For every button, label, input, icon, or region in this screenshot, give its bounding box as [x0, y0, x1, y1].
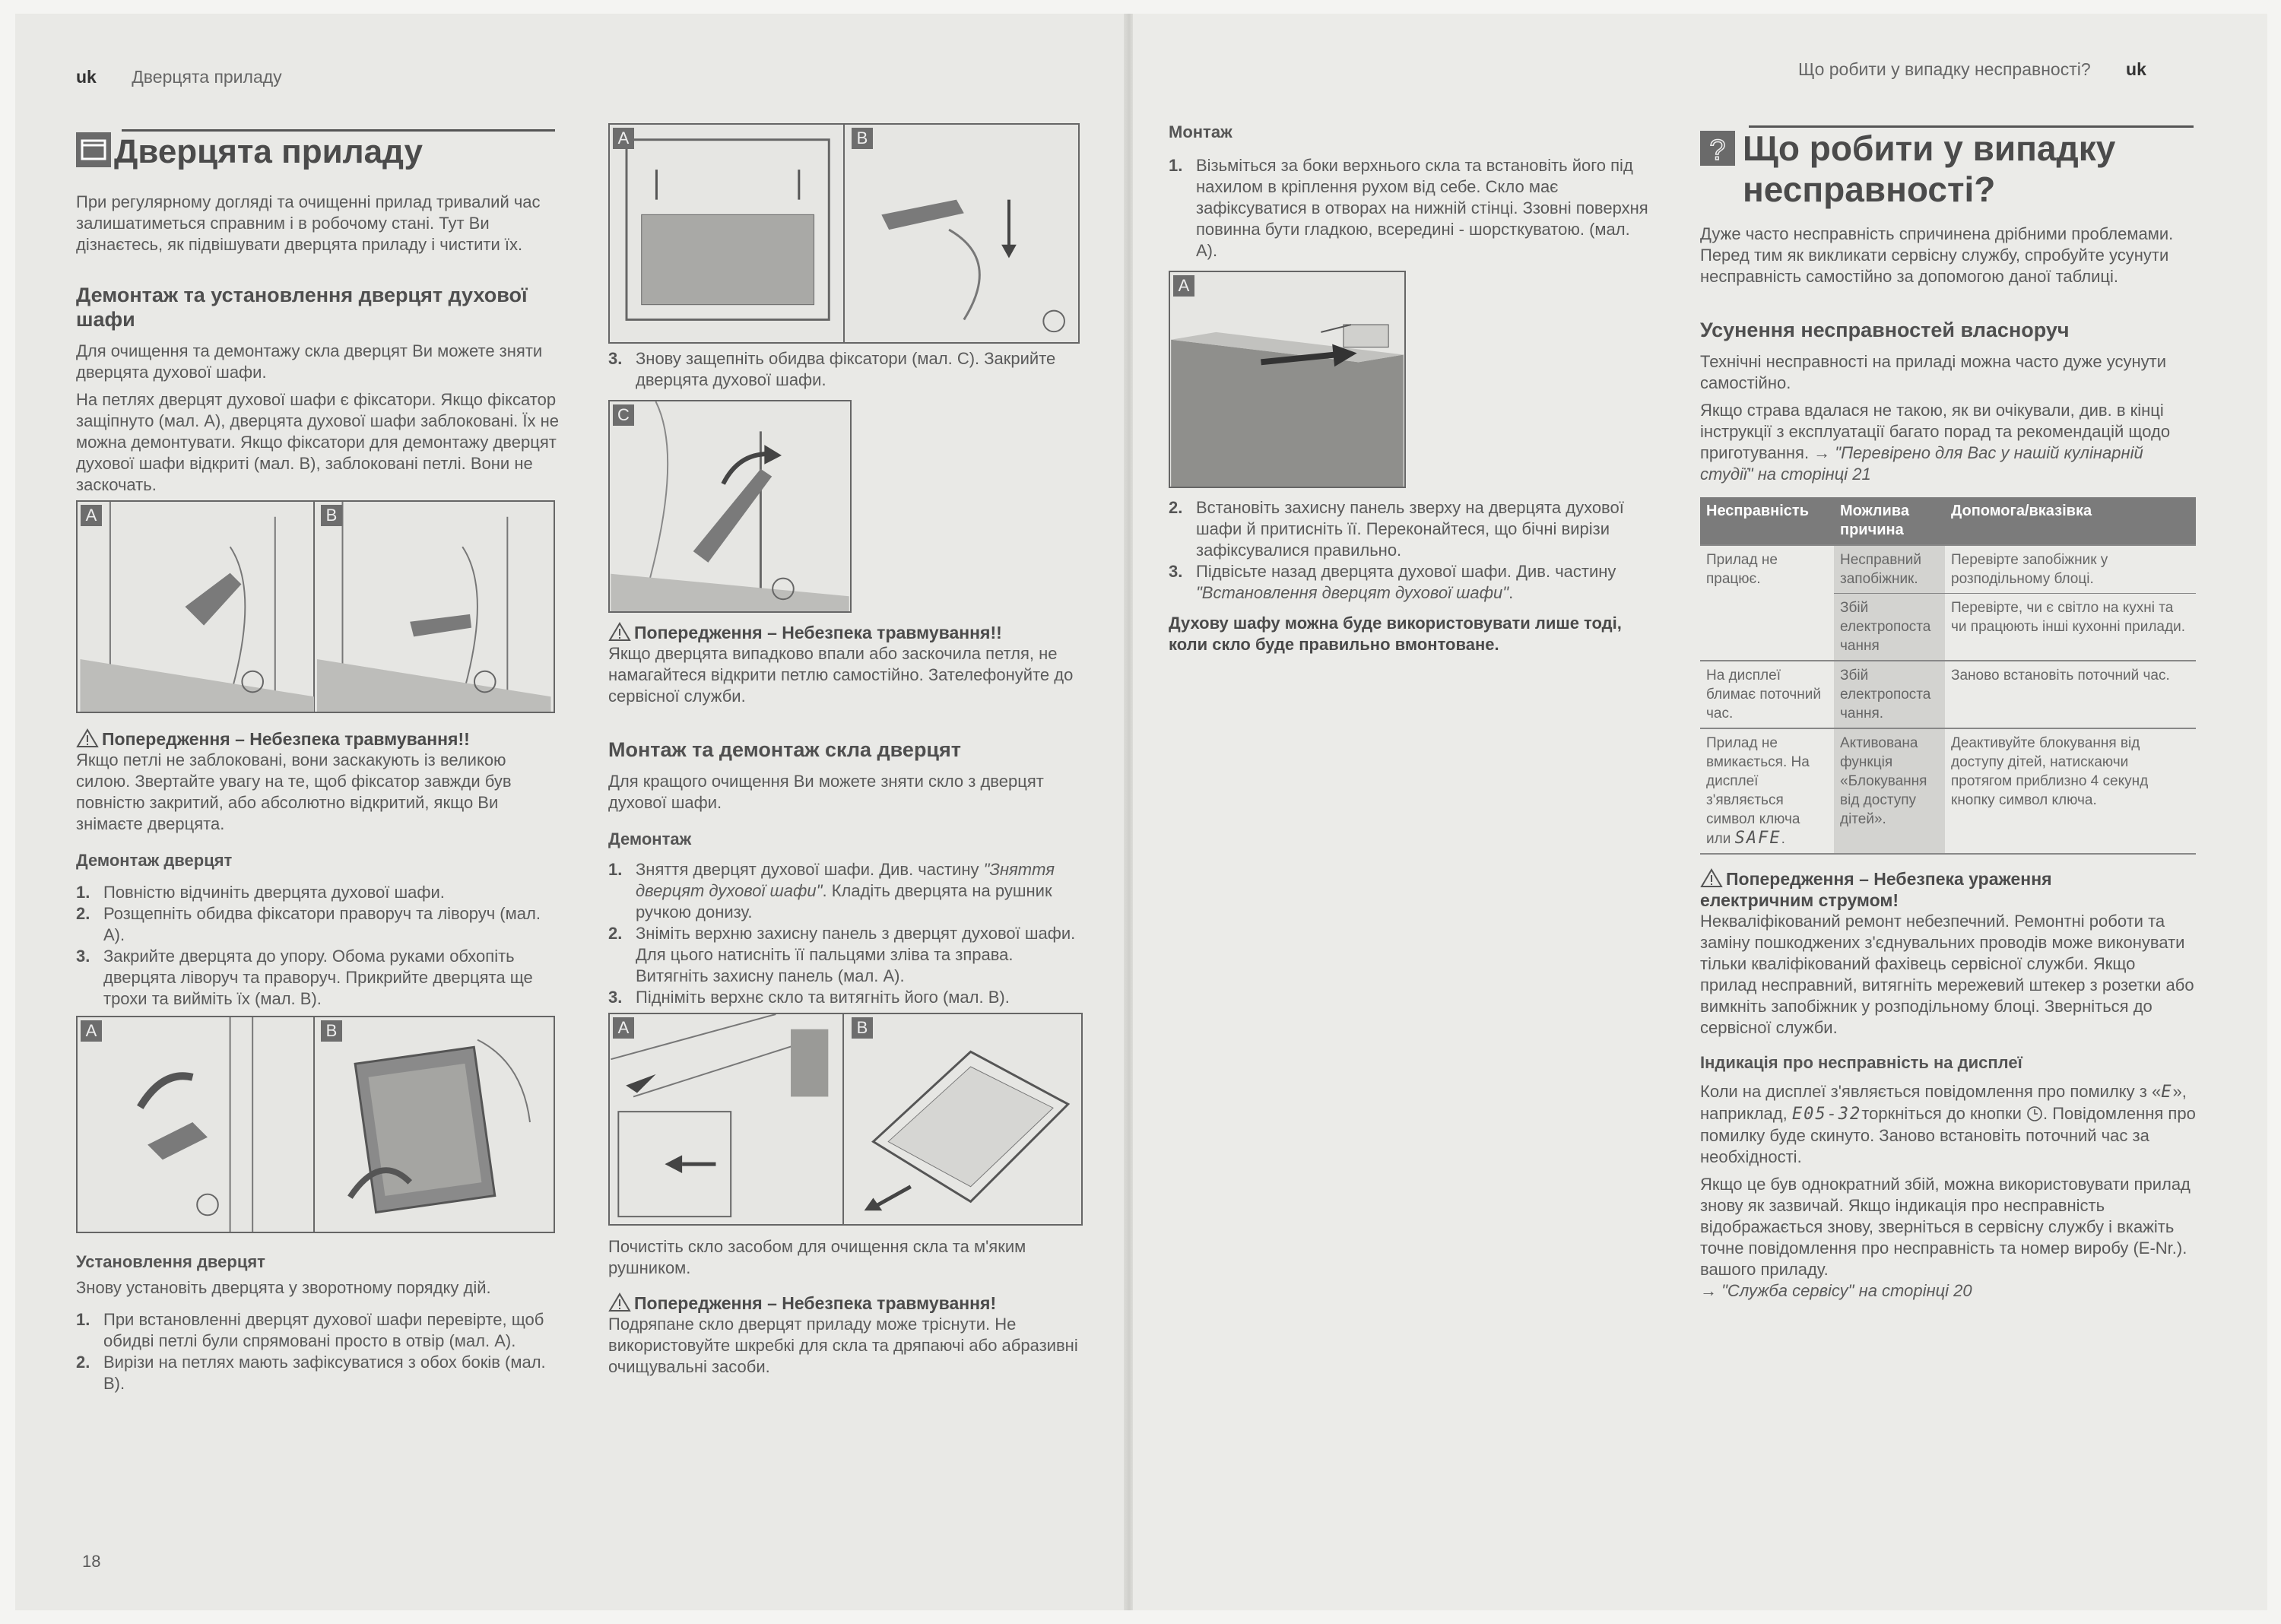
fault-cell: Прилад не працює.: [1700, 545, 1834, 661]
paragraph: Для очищення та демонтажу скла дверцят Ви можете зняти дверцята духової шафи.: [76, 341, 543, 382]
list-item: 2. Зніміть верхню захисну панель з дверцят духової шафи. Для цього натисніть її пальцями зліва та зправа. Витягніть захисну панель (мал. А).: [608, 924, 1076, 985]
assembly-step-1: [1169, 155, 1652, 262]
list-item: 1. Повністю відчиніть дверцята духової шафи.: [76, 883, 445, 902]
reattach-step: [608, 348, 1064, 391]
remedy-cell: Перевірте, чи є світло на кухні та чи працюють інші кухонні прилади.: [1945, 594, 2196, 661]
clock-icon: [2026, 1105, 2043, 1122]
paragraph: На петлях дверцят духової шафи є фіксатори. Якщо фіксатор защіпнуто (мал. А), дверцята духової шафи заблоковані. Їх не можна демонтувати. Якщо фіксатори для демонтажу дверцят духової шафи відкриті (мал. В), заблоковані петлі. Вони не заскочать.: [76, 390, 559, 494]
right-column-2: [1700, 128, 2196, 1302]
warning-text: Якщо дверцята випадково впали або заскочила петля, не намагайтеся відкрити петлю самостійно. Зателефонуйте до сервісної служби.: [608, 644, 1074, 706]
warning-block: [1700, 868, 2196, 1039]
title-rule: [122, 129, 555, 132]
list-item: 2. Встановіть захисну панель зверху на дверцята духової шафи й притисніть її. Переконайтеся, що бічні вирізи зафіксувалися правильно.: [1169, 498, 1624, 560]
removal-steps: [76, 882, 563, 1010]
glass-removal-steps: [608, 859, 1083, 1008]
intro-text: Дуже часто несправність спричинена дрібними проблемами. Перед тим як викликати сервісну службу, спробуйте усунути несправність самостійно за допомогою даної таблиці.: [1700, 224, 2174, 286]
warning-block: [608, 622, 1083, 707]
column-header: Несправність: [1700, 497, 1834, 545]
warning-text: Якщо петлі не заблоковані, вони заскакують із великою силою. Звертайте увагу на те, щоб фіксатор завжди був повністю закритий, або абсолютно відкритий, якщо Ви знімаєте дверцята.: [76, 750, 512, 833]
list-item: 1. Зняття дверцят духової шафи. Див. частину "Зняття дверцят духової шафи". Кладіть дверцята на рушник ручкою донизу.: [608, 860, 1055, 921]
list-item: 3. Закрийте дверцята до упору. Обома руками обхопіть дверцята ліворуч та праворуч. Прикрийте дверцята ще трохи та вийміть їх (мал. В).: [76, 947, 533, 1008]
subheading: Демонтаж: [608, 829, 692, 848]
warning-block: [76, 728, 563, 835]
table-header-row: [1700, 497, 2196, 545]
arrow-icon: →: [1700, 1281, 1717, 1300]
warning-icon: [608, 622, 631, 642]
table-row: [1700, 661, 2196, 728]
left-running-header: [76, 67, 282, 87]
paragraph: Якщо це був однократний збій, можна використовувати прилад знову як зазвичай. Якщо індикація про несправність відображається знову, зверніться в сервісну службу і вкажіть точне повідомлення про несправність та номер виробу (E-Nr.). вашого приладу. → "Служба сервісу" на сторінці 20: [1700, 1175, 2191, 1300]
figure-label: A: [1173, 275, 1194, 297]
paragraph: Коли на дисплеї з'являється повідомлення про помилку з «E», наприклад, E05-32торкніться до кнопки . Повідомлення про помилку буде скинуто. Заново встановіть поточний час за необхідності.: [1700, 1082, 2196, 1166]
door-icon: [76, 132, 111, 167]
question-icon: [1700, 131, 1735, 166]
list-item: 1. Візьміться за боки верхнього скла та встановіть його під нахилом в кріплення рухом від себе. Скло має зафіксуватися в отворах на нижній стінці. Ззовні поверхня повинна бути гладкою, всередині - шорсткуватою. (мал. А).: [1169, 156, 1648, 260]
troubleshooting-table: [1700, 497, 2196, 855]
figure-label: B: [321, 1020, 342, 1042]
list-item: 3. Знову защепніть обидва фіксатори (мал. С). Закрийте дверцята духової шафи.: [608, 349, 1056, 389]
glass-install-figure-a: [1169, 271, 1406, 488]
svg-text:?: ?: [1709, 135, 1726, 166]
warning-icon: [608, 1293, 631, 1312]
right-running-header: [1798, 59, 2146, 80]
cause-cell: Збій електропоста чання: [1834, 594, 1945, 661]
section-heading: Демонтаж та установлення дверцят духової шафи: [76, 284, 528, 331]
install-steps: [76, 1309, 563, 1394]
assembly-steps: [1169, 497, 1652, 604]
warning-title: Попередження – Небезпека травмування!!: [102, 729, 470, 749]
paragraph: Якщо страва вдалася не такою, як ви очікували, див. в кінці інструкції з експлуатації багато порад та рекомендацій щодо приготування. → "Перевірено для Вас у нашій кулінарній студії" на сторінці 21: [1700, 401, 2171, 484]
cross-reference: "Зняття дверцят духової шафи": [636, 860, 1055, 900]
section-heading: Усунення несправностей власноруч: [1700, 319, 2070, 341]
warning-block: [608, 1293, 1083, 1378]
figure-label: B: [852, 1017, 873, 1039]
remedy-cell: Заново встановіть поточний час.: [1945, 661, 2196, 728]
cause-cell: Збій електропоста чання.: [1834, 661, 1945, 728]
glass-removal-figure-ab: [608, 1013, 1083, 1226]
cause-cell: Несправний запобіжник.: [1834, 545, 1945, 594]
table-row: [1700, 728, 2196, 854]
cross-reference: "Встановлення дверцят духової шафи": [1196, 583, 1509, 602]
subheading: Установлення дверцят: [76, 1252, 265, 1271]
subheading: Монтаж: [1169, 122, 1233, 141]
cause-cell: Активована функція «Блокування від доступу дітей».: [1834, 728, 1945, 854]
error-code: E05-32: [1791, 1105, 1862, 1124]
paragraph: Знову установіть дверцята у зворотному порядку дій.: [76, 1278, 491, 1297]
paragraph: Для кращого очищення Ви можете зняти скло з дверцят духової шафи.: [608, 772, 1044, 812]
subheading: Індикація про несправність на дисплеї: [1700, 1053, 2022, 1072]
arrow-icon: →: [1813, 443, 1831, 462]
page-title: [76, 132, 563, 172]
oven-figure-ab: [608, 123, 1080, 344]
right-column-1: [1169, 122, 1652, 655]
figure-label: A: [613, 1017, 634, 1039]
warning-icon: [76, 728, 99, 748]
column-header: Можлива причина: [1834, 497, 1945, 545]
cross-reference: "Перевірено для Вас у нашій кулінарній студії" на сторінці 21: [1700, 443, 2143, 484]
language-code: uk: [2126, 59, 2146, 79]
figure-label: A: [81, 505, 102, 526]
list-item: 3. Підвісьте назад дверцята духової шафи. Див. частину "Встановлення дверцят духової шафи".: [1169, 562, 1616, 602]
section-heading: Монтаж та демонтаж скла дверцят: [608, 738, 962, 761]
cross-reference: "Служба сервісу" на сторінці 20: [1721, 1281, 1972, 1300]
warning-title: Попередження – Небезпека травмування!!: [634, 623, 1002, 642]
running-head: Дверцята приладу: [132, 67, 282, 87]
remedy-cell: Деактивуйте блокування від доступу дітей, натискаючи протягом приблизно 4 секунд кнопку символ ключа.: [1945, 728, 2196, 854]
running-head: Що робити у випадку несправності?: [1798, 59, 2091, 79]
fault-cell: Прилад не вмикається. На дисплеї з'являється символ ключа или SAFE.: [1700, 728, 1834, 854]
page-title-text: Дверцята приладу: [114, 133, 423, 170]
left-column-1: [76, 132, 563, 1394]
left-column-2: [608, 123, 1083, 1378]
list-item: 2. Розщепніть обидва фіксатори праворуч та ліворуч (мал. А).: [76, 904, 541, 944]
display-symbol: SAFE: [1734, 829, 1781, 848]
figure-label: C: [613, 404, 634, 426]
warning-icon: [1700, 868, 1723, 888]
column-header: Допомога/вказівка: [1945, 497, 2196, 545]
intro-text: При регулярному догляді та очищенні прилад тривалий час залишатиметься справним і в робочому стані. Тут Ви дізнаєтесь, як підвішувати дверцята приладу і чистити їх.: [76, 192, 541, 254]
fault-cell: На дисплеї блимає поточний час.: [1700, 661, 1834, 728]
list-item: 1. При встановленні дверцят духової шафи перевірте, щоб обидві петлі були спрямовані просто в отвір (мал. А).: [76, 1310, 544, 1350]
door-removal-figure-ab: [76, 1016, 555, 1233]
list-item: 3. Підніміть верхнє скло та витягніть його (мал. В).: [608, 988, 1010, 1007]
assembly-note: Духову шафу можна буде використовувати лише тоді, коли скло буде правильно вмонтоване.: [1169, 614, 1622, 654]
remedy-cell: Перевірте запобіжник у розподільному блоці.: [1945, 545, 2196, 594]
language-code: uk: [76, 67, 97, 87]
warning-text: Некваліфікований ремонт небезпечний. Ремонтні роботи та заміну пошкоджених з'єднувальних проводів може виконувати тільки кваліфікований фахівець сервісної служби. Якщо прилад несправний, витягніть мережевий штекер з розетки або вимкніть запобіжник у розподільному блоці. Зверніться до сервісної служби.: [1700, 912, 2194, 1037]
figure-label: B: [852, 128, 873, 149]
subheading: Демонтаж дверцят: [76, 851, 233, 870]
warning-text: Подряпане скло дверцят приладу може тріснути. Не використовуйте шкребкі для скла та дряпаючі або абразивні очищувальні засоби.: [608, 1315, 1078, 1376]
list-item: 2. Вирізи на петлях мають зафіксуватися з обох боків (мал. В).: [76, 1353, 546, 1393]
page-number: 18: [82, 1552, 101, 1571]
figure-label: B: [321, 505, 342, 526]
paragraph: Технічні несправності на приладі можна часто дуже усунути самостійно.: [1700, 352, 2166, 392]
figure-label: A: [81, 1020, 102, 1042]
warning-title: Попередження – Небезпека ураження електричним струмом!: [1700, 869, 2052, 910]
table-row: [1700, 545, 2196, 594]
hinge-figure-ab: [76, 500, 555, 713]
latch-figure-c: [608, 400, 852, 613]
paragraph: Почистіть скло засобом для очищення скла та м'яким рушником.: [608, 1237, 1026, 1277]
warning-title: Попередження – Небезпека травмування!: [634, 1293, 997, 1313]
page-title-text: Що робити у випадку несправності?: [1743, 128, 2116, 209]
figure-label: A: [613, 128, 634, 149]
page-title: [1700, 128, 2196, 210]
